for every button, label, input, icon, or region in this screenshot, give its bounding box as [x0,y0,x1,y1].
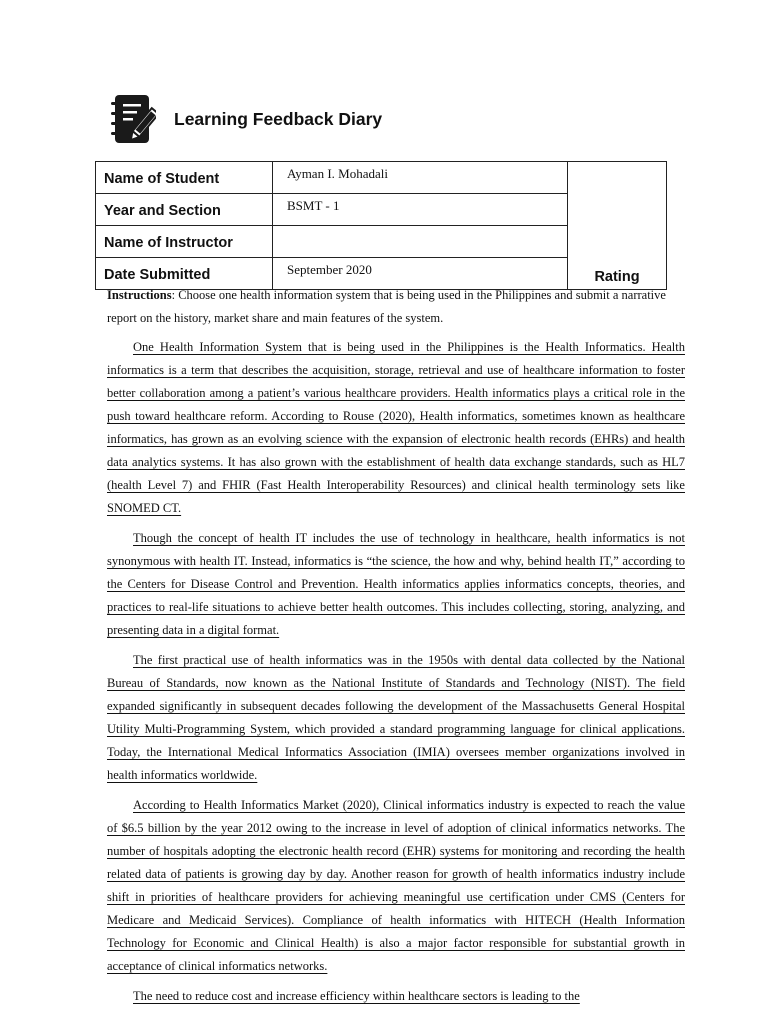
paragraph: One Health Information System that is being used in the Philippines is the Health Informatics. Health informatics is a term that describes the acquisition, storage, retrieval and use of healthcare information to foster better collaboration among a patient’s various healthcare providers. Health informatics plays a critical role in the push toward healthcare reform. According to Rouse (2020), Health informatics, sometimes known as healthcare informatics, has grown as an evolving science with the expansion of electronic health records (EHRs) and health data analytics systems. It has also grown with the establishment of health data exchange standards, such as HL7 (health Level 7) and FHIR (Fast Health Interoperability Resources) and clinical health terminology sets like SNOMED CT. [107,340,685,515]
report-body [107,336,685,1015]
student-info-table [95,161,667,290]
student-name-label: Name of Student [96,162,273,194]
paragraph: According to Health Informatics Market (2020), Clinical informatics industry is expected to reach the value of $6.5 billion by the year 2012 owing to the increase in level of adoption of clinical informatics networks. The number of hospitals adopting the electronic health record (EHR) systems for monitoring and recording the health related data of patients is growing day by day. Another reason for growth of health informatics industry include shift in priorities of healthcare providers for achieving meaningful use certification under CMS (Centers for Medicare and Medicaid Services). Compliance of health informatics with HITECH (Health Information Technology for Economic and Clinical Health) is also a major factor responsible for substantial growth in acceptance of clinical informatics networks. [107,798,685,973]
document-header [108,92,508,148]
instructions-text: : Choose one health information system that is being used in the Philippines and submit a narrative report on the history, market share and main features of the system. [107,288,666,325]
paragraph: The need to reduce cost and increase efficiency within healthcare sectors is leading to the [133,989,580,1003]
diary-title: Learning Feedback Diary [174,109,383,129]
instructor-name-value [273,226,568,258]
instructions-label: Instructions [107,288,172,302]
date-submitted-label: Date Submitted [96,258,273,290]
date-submitted-value: September 2020 [273,258,568,290]
student-name-value: Ayman I. Mohadali [273,162,568,194]
table-row [96,162,667,194]
rating-cell: Rating [568,162,667,290]
notebook-pencil-icon [108,92,156,146]
year-section-label: Year and Section [96,194,273,226]
year-section-value: BSMT - 1 [273,194,568,226]
instructions [107,284,677,330]
instructor-name-label: Name of Instructor [96,226,273,258]
paragraph: The first practical use of health informatics was in the 1950s with dental data collected by the National Bureau of Standards, now known as the National Institute of Standards and Technology (NIST). The field expanded significantly in subsequent decades following the development of the Massachusetts General Hospital Utility Multi-Programming System, which provided a standard programming language for clinical applications. Today, the International Medical Informatics Association (IMIA) oversees member organizations involved in health informatics worldwide. [107,653,685,782]
paragraph: Though the concept of health IT includes the use of technology in healthcare, health informatics is not synonymous with health IT. Instead, informatics is “the science, the how and why, behind health IT,” according to the Centers for Disease Control and Prevention. Health informatics applies informatics concepts, theories, and practices to real-life situations to achieve better health outcomes. This includes collecting, storing, analyzing, and presenting data in a digital format. [107,531,685,637]
